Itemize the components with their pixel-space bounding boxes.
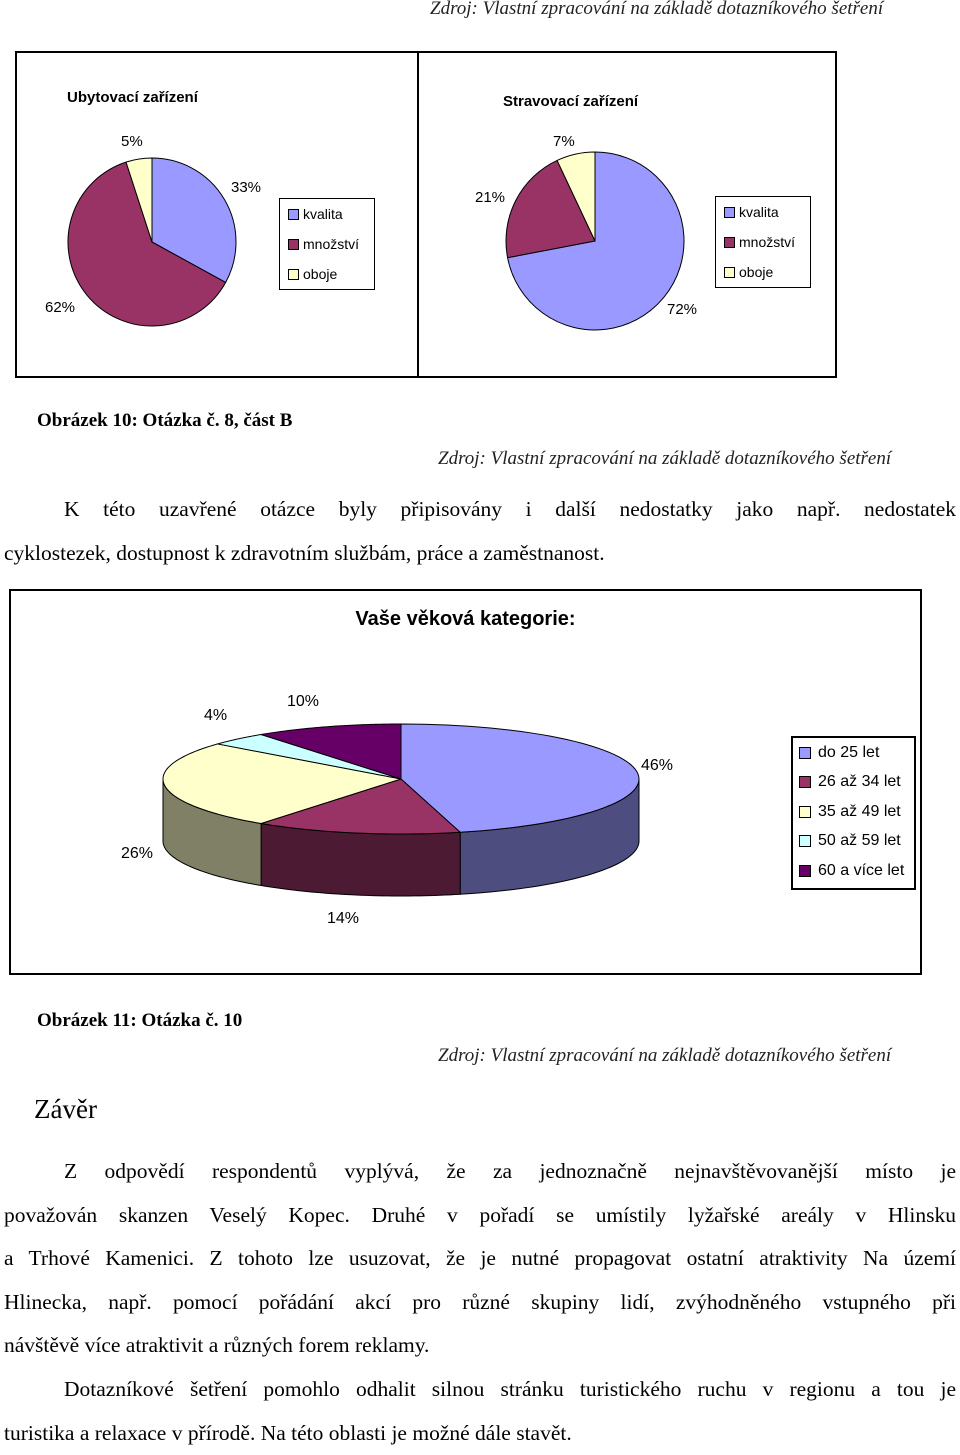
- legend-label: 26 až 34 let: [818, 773, 901, 791]
- chart-dining: [417, 51, 837, 378]
- data-label-35-49: 26%: [121, 845, 153, 863]
- paragraph-line: a Trhové Kamenici. Z tohoto lze usuzovat, že je nutné propagovat ostatní atraktivity Na území: [4, 1237, 956, 1281]
- figure-source: Zdroj: Vlastní zpracování na základě dotazníkového šetření: [438, 1045, 891, 1067]
- legend-swatch: [288, 209, 299, 220]
- legend-item: [793, 738, 914, 768]
- data-label-26-34: 14%: [327, 910, 359, 928]
- data-label-50-59: 4%: [204, 707, 227, 725]
- legend-label: 35 až 49 let: [818, 803, 901, 821]
- paragraph-line: Z odpovědí respondentů vyplývá, že za jednoznačně nejnavštěvovanější místo je: [4, 1150, 956, 1194]
- data-label-60-plus: 10%: [287, 693, 319, 711]
- legend-swatch: [724, 237, 735, 248]
- chart-legend: [791, 736, 916, 890]
- legend-item: [793, 797, 914, 827]
- legend-label: kvalita: [739, 204, 779, 220]
- legend-swatch: [799, 747, 811, 759]
- legend-label: množství: [739, 234, 795, 250]
- pie-slices: [163, 724, 639, 896]
- chart-accommodation: [15, 51, 419, 378]
- paragraph-line: cyklostezek, dostupnost k zdravotním službám, práce a zaměstnanost.: [4, 532, 956, 576]
- pie-side-26-az-34-let: [261, 823, 460, 896]
- figure-source: Zdroj: Vlastní zpracování na základě dotazníkového šetření: [438, 448, 891, 470]
- legend-swatch: [288, 269, 299, 280]
- data-label-oboje: 7%: [553, 133, 575, 150]
- pie-slices: [68, 158, 236, 326]
- chart-title: Stravovací zařízení: [503, 93, 638, 110]
- legend-item: [280, 199, 374, 229]
- legend-label: kvalita: [303, 206, 343, 222]
- legend-item: [793, 768, 914, 798]
- legend-swatch: [799, 776, 811, 788]
- pie-slices: [506, 152, 684, 330]
- section-heading: Závěr: [34, 1094, 97, 1125]
- paragraph-line: návštěvě více atraktivit a různých forem reklamy.: [4, 1324, 956, 1368]
- paragraph-line: Hlinecka, např. pomocí pořádání akcí pro různé skupiny lidí, zvýhodněného vstupného při: [4, 1281, 956, 1325]
- chart-age-category: [9, 589, 922, 975]
- legend-swatch: [724, 267, 735, 278]
- legend-label: 60 a více let: [818, 862, 904, 880]
- legend-swatch: [288, 239, 299, 250]
- data-label-mnozstvi: 62%: [45, 299, 75, 316]
- legend-swatch: [724, 207, 735, 218]
- legend-label: množství: [303, 236, 359, 252]
- data-label-oboje: 5%: [121, 133, 143, 150]
- chart-legend: [715, 196, 811, 288]
- conclusion-paragraph-1: [4, 1150, 956, 1368]
- legend-item: [280, 259, 374, 289]
- legend-label: oboje: [739, 264, 773, 280]
- data-label-do-25: 46%: [641, 757, 673, 775]
- chart-title: Vaše věková kategorie:: [11, 608, 920, 631]
- legend-item: [793, 856, 914, 886]
- data-label-mnozstvi: 21%: [475, 189, 505, 206]
- paragraph: [4, 488, 956, 575]
- legend-item: [716, 197, 810, 227]
- legend-swatch: [799, 806, 811, 818]
- pie3d-svg: [11, 591, 920, 973]
- data-label-kvalita: 33%: [231, 179, 261, 196]
- figure-caption: Obrázek 11: Otázka č. 10: [37, 1010, 242, 1032]
- paragraph-line: považován skanzen Veselý Kopec. Druhé v pořadí se umístily lyžařské areály v Hlinsku: [4, 1194, 956, 1238]
- paragraph-line: K této uzavřené otázce byly připisovány i další nedostatky jako např. nedostatek: [4, 488, 956, 532]
- legend-label: 50 až 59 let: [818, 832, 901, 850]
- legend-label: do 25 let: [818, 744, 879, 762]
- paragraph-line: Dotazníkové šetření pomohlo odhalit silnou stránku turistického ruchu v regionu a tou je: [4, 1368, 956, 1412]
- paragraph-line: turistika a relaxace v přírodě. Na této oblasti je možné dále stavět.: [4, 1412, 956, 1455]
- legend-item: [716, 257, 810, 287]
- legend-label: oboje: [303, 266, 337, 282]
- legend-swatch: [799, 835, 811, 847]
- top-source-note: Zdroj: Vlastní zpracování na základě dotazníkového šetření: [430, 0, 883, 20]
- data-label-kvalita: 72%: [667, 301, 697, 318]
- legend-swatch: [799, 865, 811, 877]
- chart-legend: [279, 198, 375, 290]
- figure-caption: Obrázek 10: Otázka č. 8, část B: [37, 410, 292, 432]
- chart-title: Ubytovací zařízení: [67, 89, 198, 106]
- legend-item: [280, 229, 374, 259]
- conclusion-paragraph-2: [4, 1368, 956, 1455]
- legend-item: [793, 827, 914, 857]
- legend-item: [716, 227, 810, 257]
